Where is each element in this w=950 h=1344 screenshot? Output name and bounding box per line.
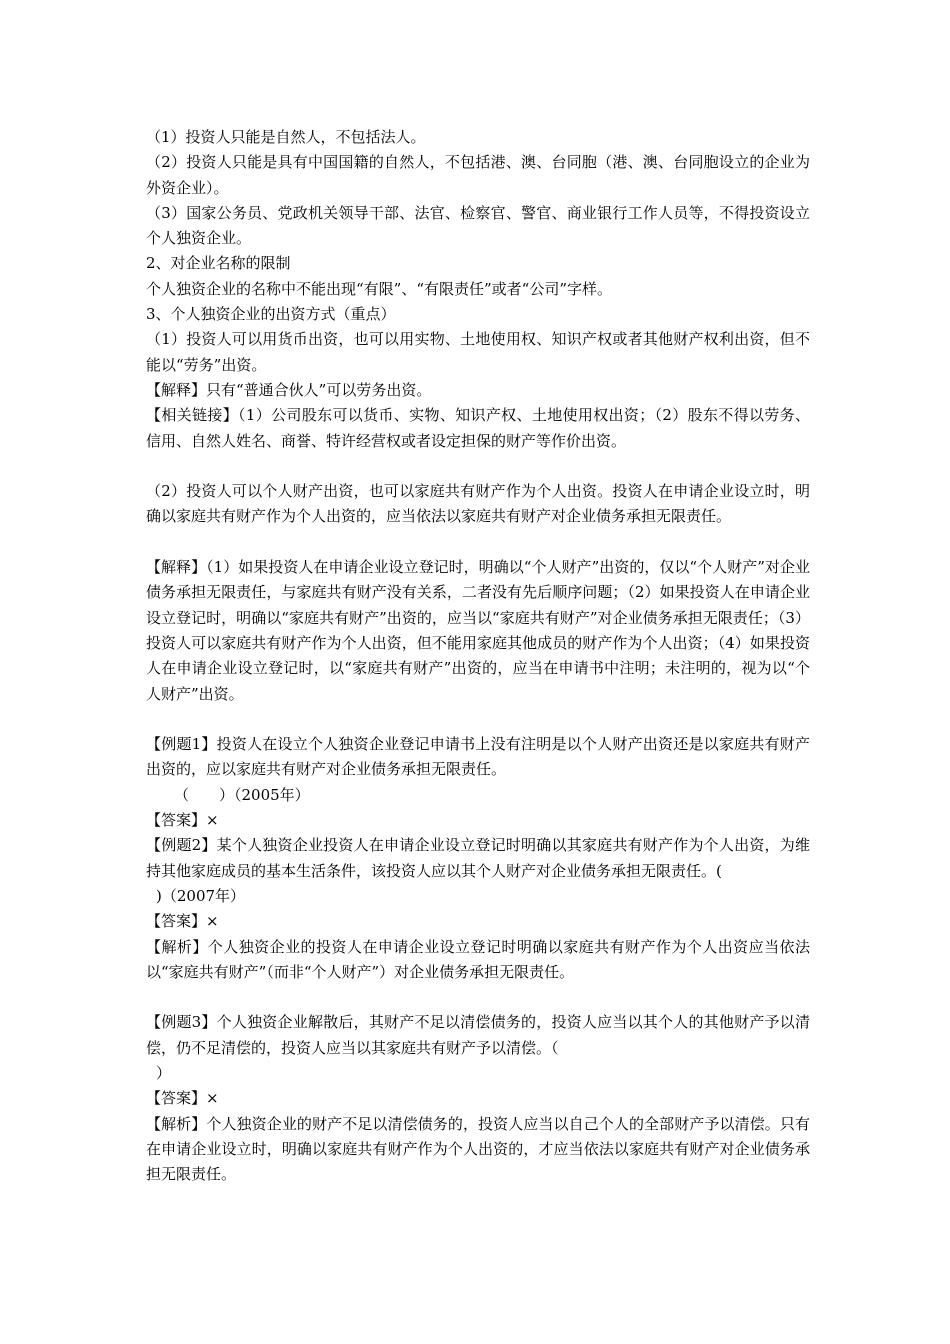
paragraph-contribution-forms: （1）投资人可以用货币出资，也可以用实物、土地使用权、知识产权或者其他财产权利出资，但不能以“劳务”出资。 bbox=[146, 330, 810, 374]
paragraph-name-restriction: 个人独资企业的名称中不能出现“有限”、“有限责任”或者“公司”字样。 bbox=[146, 279, 613, 298]
example-3-analysis: 【解析】个人独资企业的财产不足以清偿债务的，投资人应当以自己个人的全部财产予以清偿。只有在申请企业设立时，明确以家庭共有财产作为个人出资的，才应当依法以家庭共有财产对企业债务承担无限责任。 bbox=[146, 1114, 810, 1184]
paragraph-explanation-labor: 【解释】只有“普通合伙人”可以劳务出资。 bbox=[146, 380, 432, 399]
blank-line bbox=[146, 985, 810, 1010]
example-1-question: 【例题1】投资人在设立个人独资企业登记申请书上没有注明是以个人财产出资还是以家庭共有财产出资的，应以家庭共有财产对企业债务承担无限责任。 bbox=[146, 735, 810, 779]
example-2-blank-year: )（2007年） bbox=[156, 886, 246, 905]
blank-line bbox=[146, 707, 810, 732]
example-3-answer: 【答案】× bbox=[146, 1089, 219, 1108]
document-body bbox=[146, 125, 810, 1187]
example-2-analysis: 【解析】个人独资企业的投资人在申请企业设立登记时明确以家庭共有财产作为个人出资应当依法以“家庭共有财产”（而非“个人财产”）对企业债务承担无限责任。 bbox=[146, 937, 810, 981]
blank-line bbox=[146, 454, 810, 479]
example-3-blank: ） bbox=[156, 1063, 172, 1082]
paragraph-prohibited-investors: （3）国家公务员、党政机关领导干部、法官、检察官、警官、商业银行工作人员等，不得投资设立个人独资企业。 bbox=[146, 203, 810, 248]
heading-name-restriction: 2、对企业名称的限制 bbox=[146, 254, 291, 273]
paragraph-related-link: 【相关链接】（1）公司股东可以货币、实物、知识产权、土地使用权出资；（2）股东不得以劳务、信用、自然人姓名、商誉、特许经营权或者设定担保的财产等作价出资。 bbox=[146, 406, 810, 450]
paragraph-investor-natural-person: （1）投资人只能是自然人，不包括法人。 bbox=[146, 128, 426, 146]
paragraph-explanation-family-property: 【解释】（1）如果投资人在申请企业设立登记时，明确以“个人财产”出资的，仅以“个人财产”对企业债务承担无限责任，与家庭共有财产没有关系，二者没有先后顺序问题；（2）如果投资人在申请企业设立登记时，明确以“家庭共有财产”出资的，应当以“家庭共有财产”对企业债务承担无限责任；（3）投资人可以家庭共有财产作为个人出资，但不能用家庭其他成员的财产作为个人出资；（4）如果投资人在申请企业设立登记时，以“家庭共有财产”出资的，应当在申请书中注明；未注明的，视为以“个人财产”出资。 bbox=[146, 558, 810, 703]
heading-contribution-method: 3、个人独资企业的出资方式（重点） bbox=[146, 305, 396, 324]
example-1-answer: 【答案】× bbox=[146, 811, 219, 830]
paragraph-chinese-nationality: （2）投资人只能是具有中国国籍的自然人，不包括港、澳、台同胞（港、澳、台同胞设立的企业为外资企业）。 bbox=[146, 153, 810, 197]
paragraph-family-property: （2）投资人可以个人财产出资，也可以家庭共有财产作为个人出资。投资人在申请企业设立时，明确以家庭共有财产作为个人出资的，应当依法以家庭共有财产对企业债务承担无限责任。 bbox=[146, 482, 810, 526]
example-3-question: 【例题3】个人独资企业解散后，其财产不足以清偿债务的，投资人应当以其个人的其他财产予以清偿，仍不足清偿的，投资人应当以其家庭共有财产予以清偿。（ bbox=[146, 1013, 810, 1057]
example-1-blank-year: （ ）（2005年） bbox=[174, 785, 310, 804]
blank-line bbox=[146, 530, 810, 555]
example-2-question: 【例题2】某个人独资企业投资人在申请企业设立登记时明确以其家庭共有财产作为个人出资，为维持其他家庭成员的基本生活条件，该投资人应以其个人财产对企业债务承担无限责任。( bbox=[146, 836, 810, 880]
example-2-answer: 【答案】× bbox=[146, 912, 219, 931]
